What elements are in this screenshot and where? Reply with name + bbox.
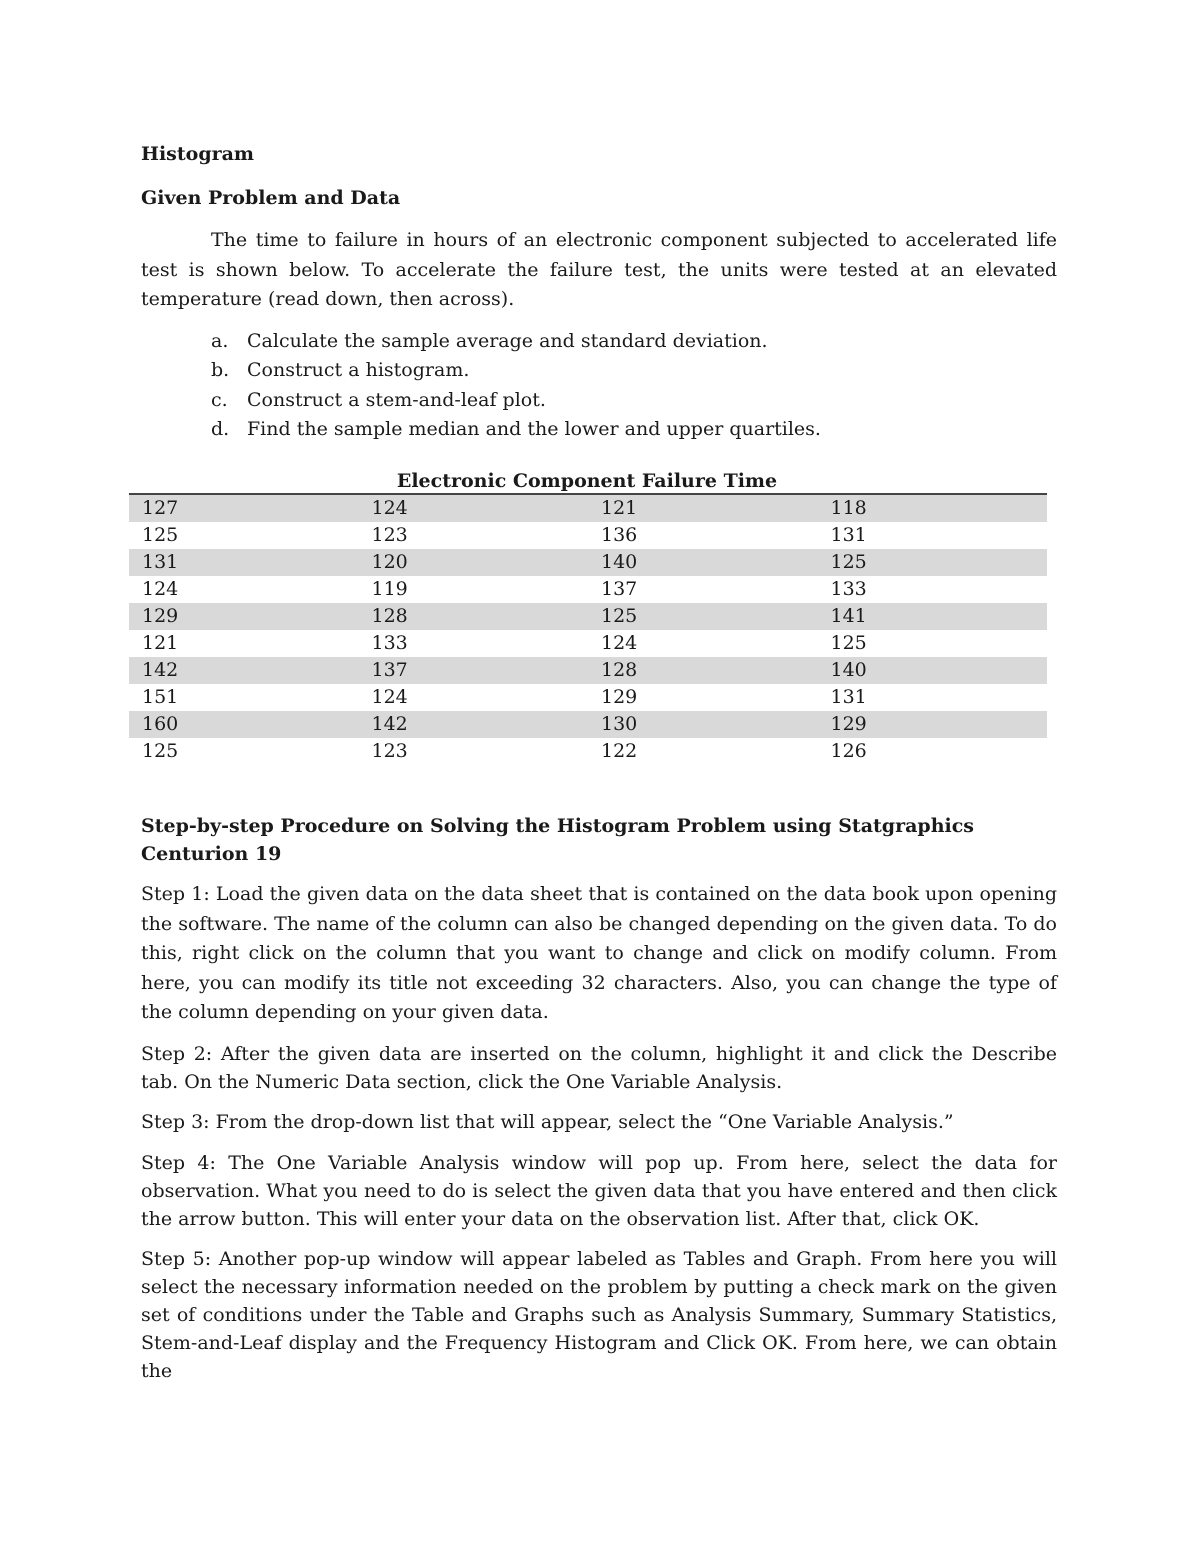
table-cell: 131 [830, 524, 867, 546]
document-title: Histogram [141, 143, 255, 165]
table-cell: 122 [601, 740, 638, 762]
list-item-text: Calculate the sample average and standard deviation. [247, 329, 768, 352]
table-cell: 137 [601, 578, 638, 600]
table-cell: 141 [818, 603, 1048, 630]
table-cell: 130 [588, 711, 818, 738]
table-cell: 124 [359, 494, 589, 522]
step-2: Step 2: After the given data are inserted on the column, highlight it and click the Describe tab. On the Numeric Data section, click the One Variable Analysis. [141, 1042, 1057, 1093]
table-title: Electronic Component Failure Time [396, 470, 778, 492]
table-cell: 125 [818, 549, 1048, 576]
table-cell: 125 [830, 632, 867, 654]
table-cell: 120 [359, 549, 589, 576]
table-row [129, 549, 1047, 576]
list-marker: b. [211, 359, 230, 381]
task-list [141, 327, 1057, 445]
table-cell: 136 [601, 524, 638, 546]
list-item-text: Construct a stem-and-leaf plot. [247, 388, 546, 411]
table-cell: 123 [371, 524, 408, 546]
table-cell: 133 [830, 578, 867, 600]
table-cell: 125 [142, 740, 179, 762]
table-cell: 118 [818, 494, 1048, 522]
table-cell: 128 [588, 657, 818, 684]
step-1: Step 1: Load the given data on the data sheet that is contained on the data book upon opening the software. The name of the column can also be changed depending on the given data. To do this, right click on the column that you want to change and click on modify column. From here, you can modify its title not exceeding 32 characters. Also, you can change the type of the column depending on your given data. [141, 883, 1057, 1023]
table-cell: 119 [371, 578, 408, 600]
list-item [211, 327, 1057, 357]
table-row [129, 522, 1047, 549]
table-cell: 131 [129, 549, 359, 576]
table-row [129, 738, 1047, 765]
table-row [129, 684, 1047, 711]
table-cell: 126 [830, 740, 867, 762]
procedure-section [141, 812, 1057, 1385]
table-row [129, 576, 1047, 603]
table-cell: 128 [359, 603, 589, 630]
table-row [129, 494, 1047, 522]
step-5: Step 5: Another pop-up window will appear labeled as Tables and Graph. From here you will select the necessary information needed on the problem by putting a check mark on the given set of conditions under the Table and Graphs such as Analysis Summary, Summary Statistics, Stem-and-Leaf display and the Frequency Histogram and Click OK. From here, we can obtain the [141, 1248, 1057, 1382]
table-cell: 142 [129, 657, 359, 684]
table-row [129, 711, 1047, 738]
table-cell: 121 [588, 494, 818, 522]
table-cell: 137 [359, 657, 589, 684]
table-cell: 121 [142, 632, 179, 654]
document-page [141, 140, 1057, 1382]
table-cell: 124 [371, 686, 408, 708]
table-cell: 124 [601, 632, 638, 654]
table-cell: 123 [371, 740, 408, 762]
list-item [211, 386, 1057, 416]
list-marker: d. [211, 418, 230, 440]
list-item-text: Construct a histogram. [247, 359, 470, 381]
table-cell: 129 [129, 603, 359, 630]
procedure-heading: Step-by-step Procedure on Solving the Histogram Problem using Statgraphics Centurion 19 [141, 815, 974, 865]
table-cell: 140 [818, 657, 1048, 684]
table-cell: 125 [142, 524, 179, 546]
table-cell: 129 [818, 711, 1048, 738]
table-cell: 125 [588, 603, 818, 630]
table-cell: 129 [601, 686, 638, 708]
table-cell: 140 [588, 549, 818, 576]
list-item [211, 356, 1057, 386]
list-marker: a. [211, 329, 229, 352]
table-cell: 151 [142, 686, 179, 708]
table-cell: 127 [129, 494, 359, 522]
step-4: Step 4: The One Variable Analysis window will pop up. From here, select the data for observation. What you need to do is select the given data that you have entered and then click the arrow button. This will enter your data on the observation list. After that, click OK. [141, 1152, 1057, 1230]
table-cell: 133 [371, 632, 408, 654]
table-row [129, 630, 1047, 657]
table-cell: 124 [142, 578, 179, 600]
list-item [211, 415, 1057, 445]
problem-statement: The time to failure in hours of an electronic component subjected to accelerated life test is shown below. To accelerate the failure test, the units were tested at an elevated temperature (read down, then across). [141, 229, 1057, 310]
table-cell: 142 [359, 711, 589, 738]
table-row [129, 603, 1047, 630]
list-marker: c. [211, 388, 228, 411]
table-row [129, 657, 1047, 684]
list-item-text: Find the sample median and the lower and upper quartiles. [247, 418, 821, 440]
step-3: Step 3: From the drop-down list that will appear, select the “One Variable Analysis.” [141, 1110, 954, 1133]
table-cell: 131 [830, 686, 867, 708]
section-heading-given-problem: Given Problem and Data [141, 187, 401, 209]
failure-time-table [129, 493, 1047, 765]
table-cell: 160 [129, 711, 359, 738]
